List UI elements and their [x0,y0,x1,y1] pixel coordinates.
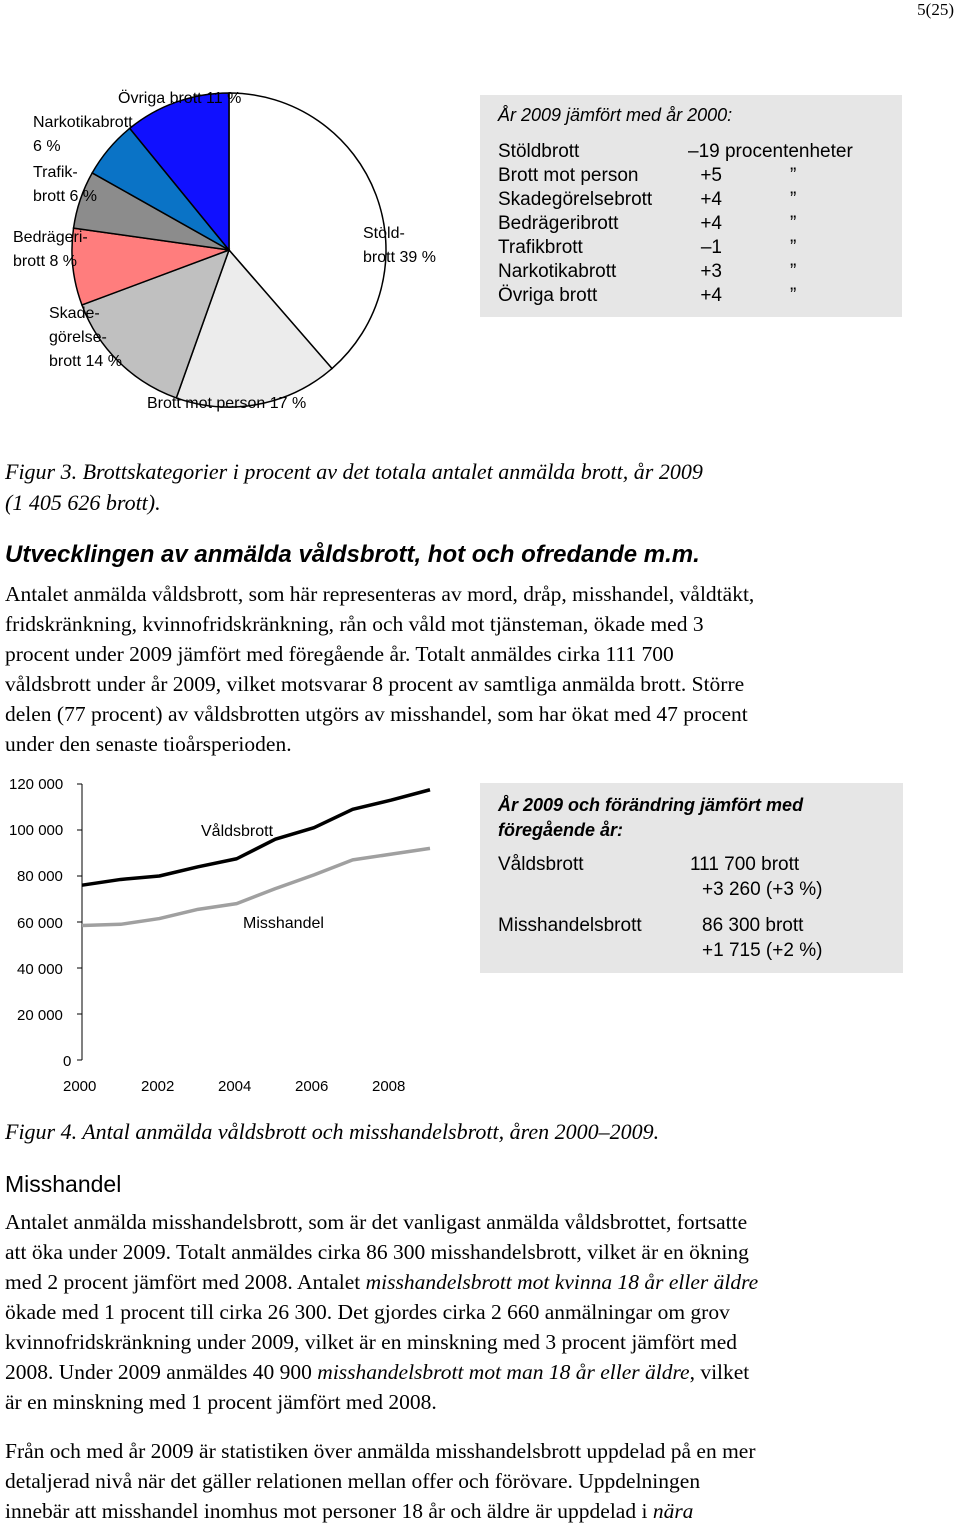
comparison-heading: År 2009 jämfört med år 2000: [498,105,733,125]
series-line-misshandel [82,848,430,925]
pie-label-trafik-2: brott 6 % [33,188,98,205]
line-chart [0,770,470,1100]
text-span-italic: nära [652,1499,694,1523]
comparison-row [498,189,898,213]
row-name: Trafikbrott [498,237,583,258]
stats-heading-line: År 2009 och förändring jämfört med [498,795,804,815]
row-ditto: ” [790,189,797,210]
y-tick-label: 60 000 [17,915,63,932]
y-tick-label: 80 000 [17,868,63,885]
text-span-italic: misshandelsbrott mot kvinna 18 år eller äldre [365,1270,759,1294]
row-name: Övriga brott [498,285,598,306]
comparison-row [498,165,898,189]
stats-heading [498,793,888,843]
pie-label-skade-3: brott 14 % [49,353,122,370]
pie-label-skade-1: Skade- [49,305,100,322]
row-value: +4 [700,189,722,210]
stats-change-valdsbrott: +3 260 (+3 %) [702,879,823,900]
text-span: 2008. Under 2009 anmäldes 40 900 [5,1360,318,1384]
pie-label-narkotika-1: Narkotikabrott [33,114,133,131]
pie-label-stold-1: Stöld- [363,225,405,242]
stats-box [480,783,903,973]
text-line: våldsbrott under år 2009, vilket motsvarar 8 procent av samtliga anmälda brott. Större [5,672,745,696]
row-value: +5 [700,165,722,186]
y-tick-label: 100 000 [9,822,64,839]
row-ditto: ” [790,285,797,306]
pie-label-stold-2: brott 39 % [363,249,436,266]
pie-label-person: Brott mot person 17 % [147,395,307,412]
row-ditto: ” [790,165,797,186]
row-value: –1 [700,237,722,258]
row-name: Bedrägeribrott [498,213,619,234]
text-line: Från och med år 2009 är statistiken över anmälda misshandelsbrott uppdelad på en mer [5,1439,756,1463]
page-number: 5(25) [917,0,954,19]
text-line: Antalet anmälda misshandelsbrott, som är det vanligast anmälda våldsbrottet, fortsatte [5,1210,748,1234]
text-span: innebär att misshandel inomhus mot personer 18 år och äldre är uppdelad i [5,1499,653,1523]
x-tick-label: 2000 [63,1078,97,1095]
row-value: +4 [700,213,722,234]
text-line: fridskränkning, kvinnofridskränkning, rån och våld mot tjänsteman, ökade med 3 [5,612,704,636]
text-line: delen (77 procent) av våldsbrotten utgörs av misshandel, som har ökat med 47 procent [5,702,748,726]
text-line: under den senaste tioårsperioden. [5,732,292,756]
pie-label-ovriga: Övriga brott 11 % [118,90,242,107]
text-line: detaljerad nivå när det gäller relationen mellan offer och förövare. Uppdelningen [5,1469,701,1493]
comparison-row [498,213,898,237]
row-ditto: ” [790,261,797,282]
row-name: Brott mot person [498,165,639,186]
stats-heading-line: föregående år: [498,820,624,840]
text-line: är en minskning med 1 procent jämfört med 2008. [5,1390,437,1414]
text-line: ökade med 1 procent till cirka 26 300. Det gjordes cirka 2 660 anmälningar om grov [5,1300,730,1324]
stats-name-misshandel: Misshandelsbrott [498,915,642,936]
figure3-caption-line2: (1 405 626 brott). [5,490,161,515]
text-line: att öka under 2009. Totalt anmäldes cirka 86 300 misshandelsbrott, vilket är en ökning [5,1240,749,1264]
pie-label-skade-2: görelse- [49,329,107,346]
row-ditto: ” [790,237,797,258]
series-label-valdsbrott: Våldsbrott [201,823,274,840]
pie-label-bedrageri-2: brott 8 % [13,253,78,270]
y-tick-label: 20 000 [17,1007,63,1024]
stats-name-valdsbrott: Våldsbrott [498,854,584,875]
section-heading: Utvecklingen av anmälda våldsbrott, hot och ofredande m.m. [5,541,700,568]
text-line [5,1357,950,1387]
pie-label-trafik-1: Trafik- [33,164,78,181]
row-value: +4 [700,285,722,306]
x-tick-label: 2008 [372,1078,406,1095]
x-tick-label: 2004 [218,1078,252,1095]
row-value: –19 procentenheter [688,141,853,162]
row-ditto: ” [790,213,797,234]
y-tick-label: 120 000 [9,776,64,793]
subheading-misshandel: Misshandel [5,1171,122,1197]
text-span: , vilket [689,1360,750,1384]
text-line [5,1496,950,1526]
y-tick-label: 0 [63,1053,72,1070]
text-line: procent under 2009 jämfört med föregående år. Totalt anmäldes cirka 111 700 [5,642,674,666]
series-label-misshandel: Misshandel [243,915,324,932]
comparison-row [498,261,898,285]
pie-label-bedrageri-1: Bedrägeri- [13,229,88,246]
text-line [5,1267,950,1297]
text-span: med 2 procent jämfört med 2008. Antalet [5,1270,366,1294]
text-span-italic: misshandelsbrott mot man 18 år eller äldre [317,1360,690,1384]
x-tick-label: 2002 [141,1078,175,1095]
text-line: kvinnofridskränkning under 2009, vilket är en minskning med 3 procent jämfört med [5,1330,738,1354]
x-tick-label: 2006 [295,1078,329,1095]
paragraph2 [5,1207,950,1417]
figure4-caption: Figur 4. Antal anmälda våldsbrott och misshandelsbrott, åren 2000–2009. [5,1119,660,1144]
paragraph1 [5,579,950,759]
pie-label-narkotika-2: 6 % [33,138,61,155]
row-name: Narkotikabrott [498,261,617,282]
stats-count-valdsbrott: 111 700 brott [690,854,800,875]
paragraph3 [5,1436,950,1526]
text-line: Antalet anmälda våldsbrott, som här representeras av mord, dråp, misshandel, våldtäkt, [5,582,755,606]
y-tick-label: 40 000 [17,961,63,978]
comparison-box [480,95,902,317]
stats-count-misshandel: 86 300 brott [702,915,804,936]
comparison-row [498,141,898,165]
row-name: Stöldbrott [498,141,580,162]
comparison-row [498,285,898,309]
figure3-caption-line1: Figur 3. Brottskategorier i procent av det totala antalet anmälda brott, år 2009 [5,459,703,484]
comparison-row [498,237,898,261]
stats-change-misshandel: +1 715 (+2 %) [702,940,823,961]
row-value: +3 [700,261,722,282]
row-name: Skadegörelsebrott [498,189,653,210]
